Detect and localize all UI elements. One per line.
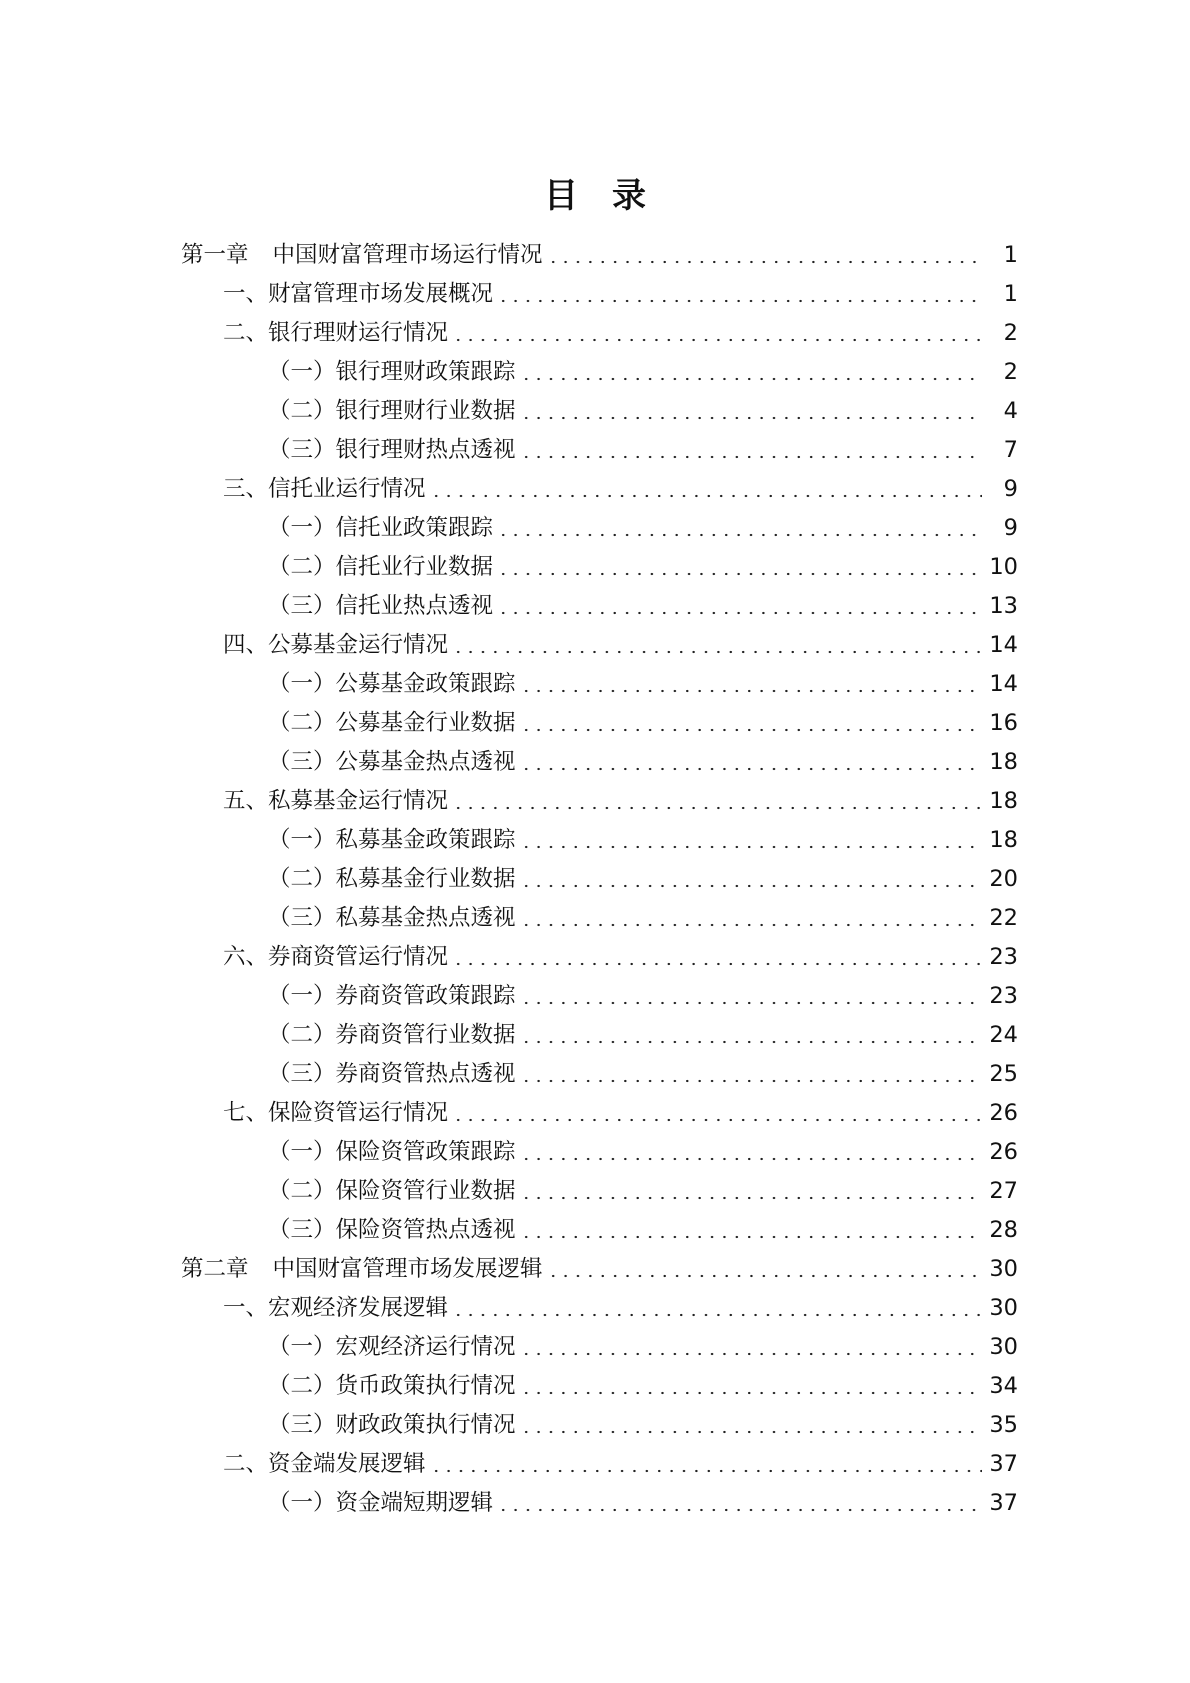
toc-page-number: 24 [989, 1022, 1018, 1049]
toc-dot-leader [547, 1259, 982, 1281]
toc-page-number: 25 [989, 1061, 1018, 1088]
toc-dot-leader [520, 986, 982, 1008]
toc-entry-text: 资金端短期逻辑 [335, 1490, 494, 1517]
toc-dot-leader [430, 479, 982, 501]
toc-entry-prefix: 二、 [223, 320, 269, 347]
toc-entry-text: 私募基金运行情况 [268, 788, 449, 815]
toc-subsection-entry[interactable] [0, 1211, 1190, 1250]
toc-entry-text: 券商资管热点透视 [335, 1061, 516, 1088]
toc-title [0, 168, 1190, 217]
toc-entry-label [268, 1180, 516, 1203]
toc-entry-text: 券商资管政策跟踪 [335, 983, 516, 1010]
toc-page-number: 10 [989, 554, 1018, 581]
toc-entry-prefix: （三） [268, 905, 336, 932]
toc-entry-prefix: （一） [268, 1139, 336, 1166]
toc-entry-text: 货币政策执行情况 [335, 1373, 516, 1400]
toc-page-number: 4 [1003, 398, 1018, 425]
toc-page-number: 20 [989, 866, 1018, 893]
toc-dot-leader [520, 440, 982, 462]
toc-entry-prefix: （三） [268, 437, 336, 464]
toc-entry-prefix: （二） [268, 1178, 336, 1205]
toc-subsection-entry[interactable] [0, 1016, 1190, 1055]
toc-dot-leader [520, 1220, 982, 1242]
toc-dot-leader [520, 1337, 982, 1359]
toc-entry-prefix: （一） [268, 983, 336, 1010]
toc-entry-text: 中国财富管理市场发展逻辑 [272, 1256, 543, 1283]
toc-entry-text: 宏观经济发展逻辑 [268, 1295, 449, 1322]
toc-subsection-entry[interactable] [0, 431, 1190, 470]
toc-entry-prefix: 一、 [223, 281, 269, 308]
toc-dot-leader [520, 362, 982, 384]
toc-page-number: 14 [989, 671, 1018, 698]
toc-dot-leader [452, 1103, 982, 1125]
toc-entry-text: 保险资管热点透视 [335, 1217, 516, 1244]
toc-entry-prefix: （一） [268, 359, 336, 386]
toc-entry-label [268, 712, 516, 735]
toc-entry-label [223, 478, 426, 501]
toc-page-number: 14 [989, 632, 1018, 659]
toc-entry-text: 券商资管运行情况 [268, 944, 449, 971]
toc-page-number: 26 [989, 1100, 1018, 1127]
toc-entry-prefix: （一） [268, 827, 336, 854]
toc-entry-prefix: 五、 [223, 788, 269, 815]
toc-entry-text: 财政政策执行情况 [335, 1412, 516, 1439]
toc-entry-label [268, 1024, 516, 1047]
toc-page-number: 1 [1003, 242, 1018, 269]
toc-page-number: 35 [989, 1412, 1018, 1439]
toc-page-number: 9 [1003, 476, 1018, 503]
toc-entry-text: 私募基金政策跟踪 [335, 827, 516, 854]
toc-entry-prefix: 三、 [223, 476, 269, 503]
toc-subsection-entry[interactable] [0, 509, 1190, 548]
toc-dot-leader [520, 752, 982, 774]
toc-entry-text: 公募基金行业数据 [335, 710, 516, 737]
toc-entry-text: 银行理财行业数据 [335, 398, 516, 425]
toc-dot-leader [520, 1025, 982, 1047]
toc-entry-label [223, 946, 448, 969]
toc-entry-label [268, 1375, 516, 1398]
toc-page-number: 2 [1003, 320, 1018, 347]
toc-page-number: 22 [989, 905, 1018, 932]
toc-entry-text: 保险资管行业数据 [335, 1178, 516, 1205]
toc-entry-label [268, 751, 516, 774]
toc-dot-leader [520, 908, 982, 930]
toc-dot-leader [520, 1142, 982, 1164]
toc-entry-label [223, 790, 448, 813]
toc-entry-label [268, 517, 493, 540]
toc-subsection-entry[interactable] [0, 1133, 1190, 1172]
toc-page-number: 23 [989, 983, 1018, 1010]
toc-page-number: 1 [1003, 281, 1018, 308]
toc-entry-label [268, 400, 516, 423]
toc-entry-prefix: 七、 [223, 1100, 269, 1127]
toc-subsection-entry[interactable] [0, 587, 1190, 626]
toc-entry-prefix: （一） [268, 515, 336, 542]
toc-entry-prefix: 二、 [223, 1451, 269, 1478]
toc-section-entry[interactable] [0, 782, 1190, 821]
toc-entry-prefix: （三） [268, 1061, 336, 1088]
toc-entry-text: 信托业热点透视 [335, 593, 494, 620]
toc-page-number: 18 [989, 788, 1018, 815]
toc-dot-leader [520, 713, 982, 735]
toc-entry-text: 私募基金行业数据 [335, 866, 516, 893]
toc-subsection-entry[interactable] [0, 977, 1190, 1016]
toc-subsection-entry[interactable] [0, 665, 1190, 704]
toc-dot-leader [452, 635, 982, 657]
toc-section-entry[interactable] [0, 1094, 1190, 1133]
toc-entry-label [268, 1063, 516, 1086]
toc-entry-text: 财富管理市场发展概况 [268, 281, 494, 308]
toc-entry-label [223, 322, 448, 345]
toc-entry-prefix: （二） [268, 1373, 336, 1400]
toc-entry-prefix: （二） [268, 554, 336, 581]
toc-entry-prefix: （一） [268, 1490, 336, 1517]
toc-subsection-entry[interactable] [0, 392, 1190, 431]
toc-entry-label [181, 1258, 543, 1281]
toc-chapter-entry[interactable] [0, 1250, 1190, 1289]
toc-page-number: 30 [989, 1256, 1018, 1283]
toc-entry-label [268, 1219, 516, 1242]
toc-entry-label [268, 1414, 516, 1437]
toc-page-number: 30 [989, 1334, 1018, 1361]
toc-subsection-entry[interactable] [0, 1406, 1190, 1445]
toc-entry-prefix: （三） [268, 1217, 336, 1244]
toc-subsection-entry[interactable] [0, 1328, 1190, 1367]
toc-entry-text: 私募基金热点透视 [335, 905, 516, 932]
toc-entry-label [181, 244, 543, 267]
toc-entry-text: 信托业运行情况 [268, 476, 426, 503]
toc-entry-label [223, 1453, 426, 1476]
toc-page-number: 2 [1003, 359, 1018, 386]
toc-entry-text: 公募基金热点透视 [335, 749, 516, 776]
toc-page-number: 9 [1003, 515, 1018, 542]
toc-entry-prefix: （二） [268, 710, 336, 737]
toc-dot-leader [520, 830, 982, 852]
toc-dot-leader [520, 1181, 982, 1203]
toc-entry-label [223, 283, 493, 306]
toc-section-entry[interactable] [0, 470, 1190, 509]
toc-entry-prefix: （三） [268, 749, 336, 776]
toc-entry-text: 公募基金政策跟踪 [335, 671, 516, 698]
toc-entry-prefix: （二） [268, 866, 336, 893]
toc-entry-text: 资金端发展逻辑 [268, 1451, 426, 1478]
toc-dot-leader [520, 401, 982, 423]
toc-entry-prefix: 四、 [223, 632, 269, 659]
toc-dot-leader [430, 1454, 982, 1476]
toc-entry-text: 银行理财政策跟踪 [335, 359, 516, 386]
toc-page-number: 28 [989, 1217, 1018, 1244]
toc-entry-label [223, 1297, 448, 1320]
toc-entry-prefix: （一） [268, 1334, 336, 1361]
toc-subsection-entry[interactable] [0, 1055, 1190, 1094]
toc-dot-leader [452, 323, 982, 345]
toc-entry-text: 公募基金运行情况 [268, 632, 449, 659]
toc-page-number: 26 [989, 1139, 1018, 1166]
toc-subsection-entry[interactable] [0, 899, 1190, 938]
toc-entry-label [268, 829, 516, 852]
toc-entry-label [268, 868, 516, 891]
toc-dot-leader [452, 1298, 982, 1320]
toc-page-number: 13 [989, 593, 1018, 620]
toc-entry-text: 信托业行业数据 [335, 554, 494, 581]
toc-entry-prefix: （三） [268, 593, 336, 620]
toc-page-number: 18 [989, 749, 1018, 776]
toc-subsection-entry[interactable] [0, 821, 1190, 860]
toc-dot-leader [497, 518, 982, 540]
toc-dot-leader [520, 869, 982, 891]
toc-section-entry[interactable] [0, 275, 1190, 314]
toc-subsection-entry[interactable] [0, 1484, 1190, 1523]
toc-dot-leader [520, 1064, 982, 1086]
toc-subsection-entry[interactable] [0, 1367, 1190, 1406]
toc-entry-text: 保险资管运行情况 [268, 1100, 449, 1127]
toc-entry-text: 银行理财热点透视 [335, 437, 516, 464]
toc-entry-prefix: （二） [268, 398, 336, 425]
toc-entry-label [268, 1141, 516, 1164]
toc-page-number: 37 [989, 1451, 1018, 1478]
toc-entry-prefix: （一） [268, 671, 336, 698]
toc-dot-leader [452, 947, 982, 969]
toc-page-number: 7 [1003, 437, 1018, 464]
toc-subsection-entry[interactable] [0, 743, 1190, 782]
toc-entry-label [268, 1336, 516, 1359]
toc-entry-prefix: 一、 [223, 1295, 269, 1322]
toc-dot-leader [452, 791, 982, 813]
toc-subsection-entry[interactable] [0, 704, 1190, 743]
toc-section-entry[interactable] [0, 1289, 1190, 1328]
toc-entry-label [268, 1492, 493, 1515]
toc-dot-leader [497, 284, 982, 306]
toc-section-entry[interactable] [0, 938, 1190, 977]
toc-entry-text: 信托业政策跟踪 [335, 515, 494, 542]
toc-entry-label [223, 634, 448, 657]
toc-entry-label [223, 1102, 448, 1125]
toc-entry-text: 中国财富管理市场运行情况 [272, 242, 543, 269]
toc-entry-label [268, 595, 493, 618]
toc-dot-leader [497, 557, 982, 579]
toc-page-number: 18 [989, 827, 1018, 854]
toc-subsection-entry[interactable] [0, 860, 1190, 899]
toc-dot-leader [497, 596, 982, 618]
toc-page-number: 16 [989, 710, 1018, 737]
toc-dot-leader [520, 674, 982, 696]
toc-dot-leader [497, 1493, 982, 1515]
toc-dot-leader [520, 1415, 982, 1437]
toc-page-number: 37 [989, 1490, 1018, 1517]
toc-subsection-entry[interactable] [0, 1172, 1190, 1211]
toc-section-entry[interactable] [0, 1445, 1190, 1484]
toc-entry-label [268, 556, 493, 579]
toc-section-entry[interactable] [0, 626, 1190, 665]
toc-list [0, 236, 1190, 1523]
toc-page-number: 23 [989, 944, 1018, 971]
toc-entry-text: 券商资管行业数据 [335, 1022, 516, 1049]
toc-entry-label [268, 361, 516, 384]
toc-entry-prefix: （二） [268, 1022, 336, 1049]
toc-title-char-1: 目 [544, 176, 578, 216]
toc-entry-text: 银行理财运行情况 [268, 320, 449, 347]
toc-entry-prefix: 六、 [223, 944, 269, 971]
toc-entry-prefix: （三） [268, 1412, 336, 1439]
toc-entry-label [268, 907, 516, 930]
toc-dot-leader [547, 245, 982, 267]
toc-dot-leader [520, 1376, 982, 1398]
toc-entry-label [268, 673, 516, 696]
toc-entry-text: 宏观经济运行情况 [335, 1334, 516, 1361]
toc-section-entry[interactable] [0, 314, 1190, 353]
toc-entry-text: 保险资管政策跟踪 [335, 1139, 516, 1166]
toc-subsection-entry[interactable] [0, 548, 1190, 587]
toc-page-number: 34 [989, 1373, 1018, 1400]
toc-chapter-entry[interactable] [0, 236, 1190, 275]
toc-subsection-entry[interactable] [0, 353, 1190, 392]
toc-page-number: 30 [989, 1295, 1018, 1322]
toc-entry-prefix: 第一章 [181, 242, 249, 269]
toc-title-char-2: 录 [612, 176, 646, 216]
toc-entry-prefix: 第二章 [181, 1256, 249, 1283]
toc-entry-label [268, 985, 516, 1008]
toc-page-number: 27 [989, 1178, 1018, 1205]
toc-entry-label [268, 439, 516, 462]
